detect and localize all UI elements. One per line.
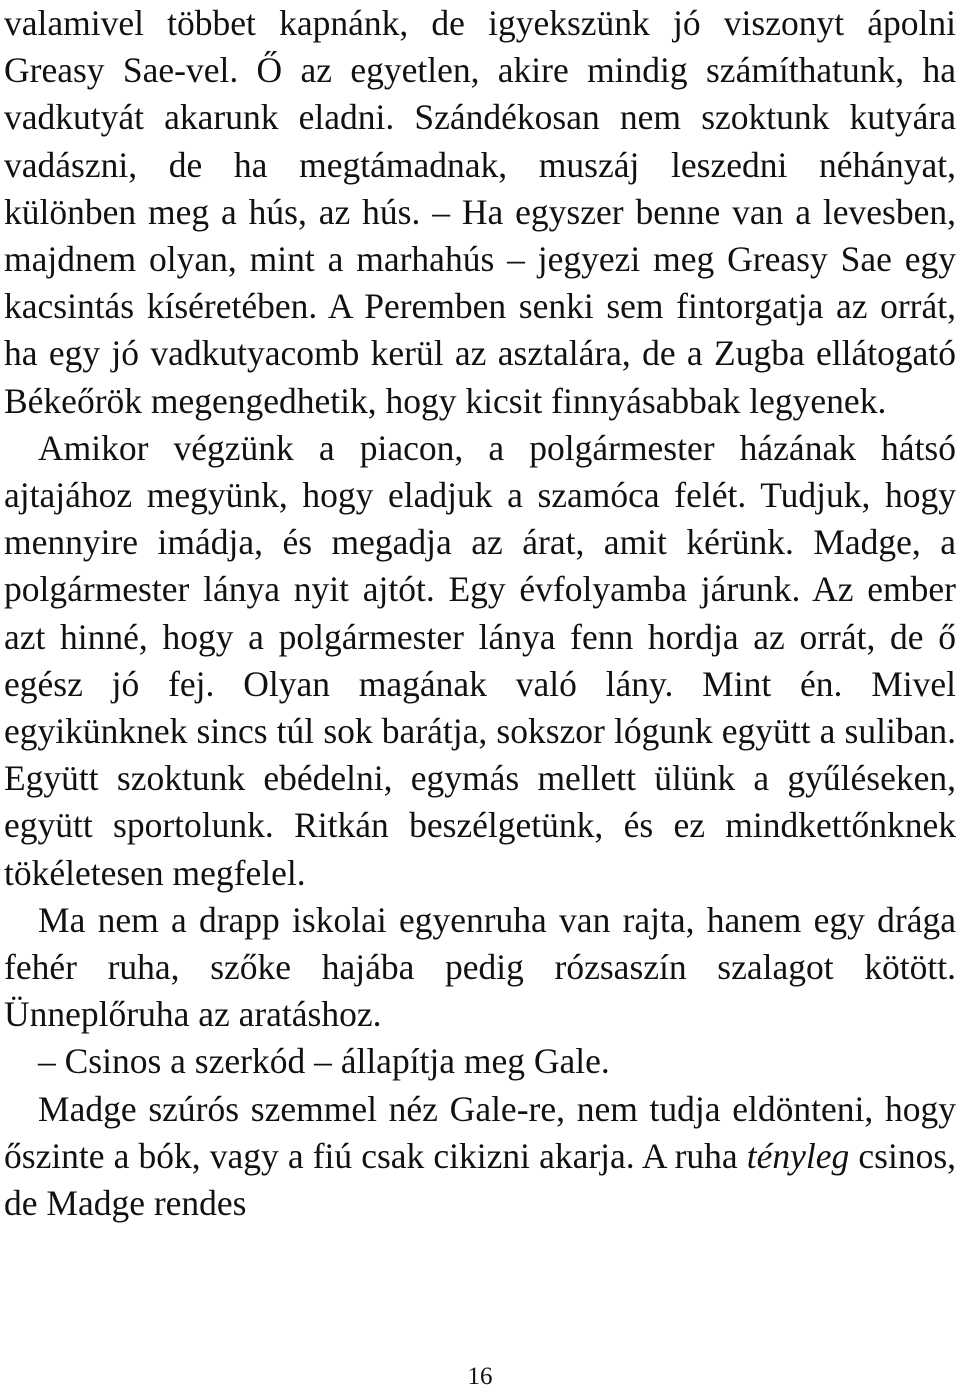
paragraph-5-text-after: csinos, de Madge rendes	[4, 1135, 957, 1224]
paragraph-2: Amikor végzünk a piacon, a polgármester házának hátsó ajtajához megyünk, hogy eladjuk a szamóca felét. Tudjuk, hogy mennyire imádja, és megadja az árat, amit kérünk. Madge, a polgármester lánya nyit ajtót. Egy évfolyamba járunk. Az ember azt hinné, hogy a polgármester lánya fenn hordja az orrát, de ő egész jó fej. Olyan magának való lány. Mint én. Mivel egyikünknek sincs túl sok barátja, sokszor lógunk együtt a suliban. Együtt szoktunk ebédelni, egymás mellett ülünk a gyűléseken, együtt sportolunk. Ritkán beszélgetünk, és ez mindkettőnknek tökéletesen megfelel.	[4, 427, 956, 893]
paragraph-4-dialogue: – Csinos a szerkód – állapítja meg Gale.	[38, 1041, 610, 1082]
paragraph-5	[4, 1086, 956, 1228]
paragraph-3: Ma nem a drapp iskolai egyenruha van rajta, hanem egy drága fehér ruha, szőke hajába pedig rózsaszín szalagot kötött. Ünneplőruha az aratáshoz.	[4, 899, 956, 1035]
book-page-text	[4, 0, 956, 1227]
paragraph-5-text-before: Madge szúrós szemmel néz Gale-re, nem tudja eldönteni, hogy őszinte a bók, vagy a fiú csak cikizni akarja. A ruha	[4, 1088, 956, 1176]
paragraph-1: valamivel többet kapnánk, de igyekszünk jó viszonyt ápolni Greasy Sae-vel. Ő az egyetlen, akire mindig számíthatunk, ha vadkutyát akarunk eladni. Szándékosan nem szoktunk kutyára vadászni, de ha megtámadnak, muszáj leszedni néhányat, különben meg a hús, az hús. – Ha egyszer benne van a levesben, majdnem olyan, mint a marhahús – jegyezi meg Greasy Sae egy kacsintás kíséretében. A Peremben senki sem fintorgatja az orrát, ha egy jó vadkutyacomb kerül az asztalára, de a Zugba ellátogató Békeőrök megengedhetik, hogy kicsit finnyásabbak legyenek.	[4, 3, 956, 421]
page-number: 16	[467, 1363, 493, 1390]
paragraph-5-emphasis: tényleg	[746, 1135, 850, 1176]
